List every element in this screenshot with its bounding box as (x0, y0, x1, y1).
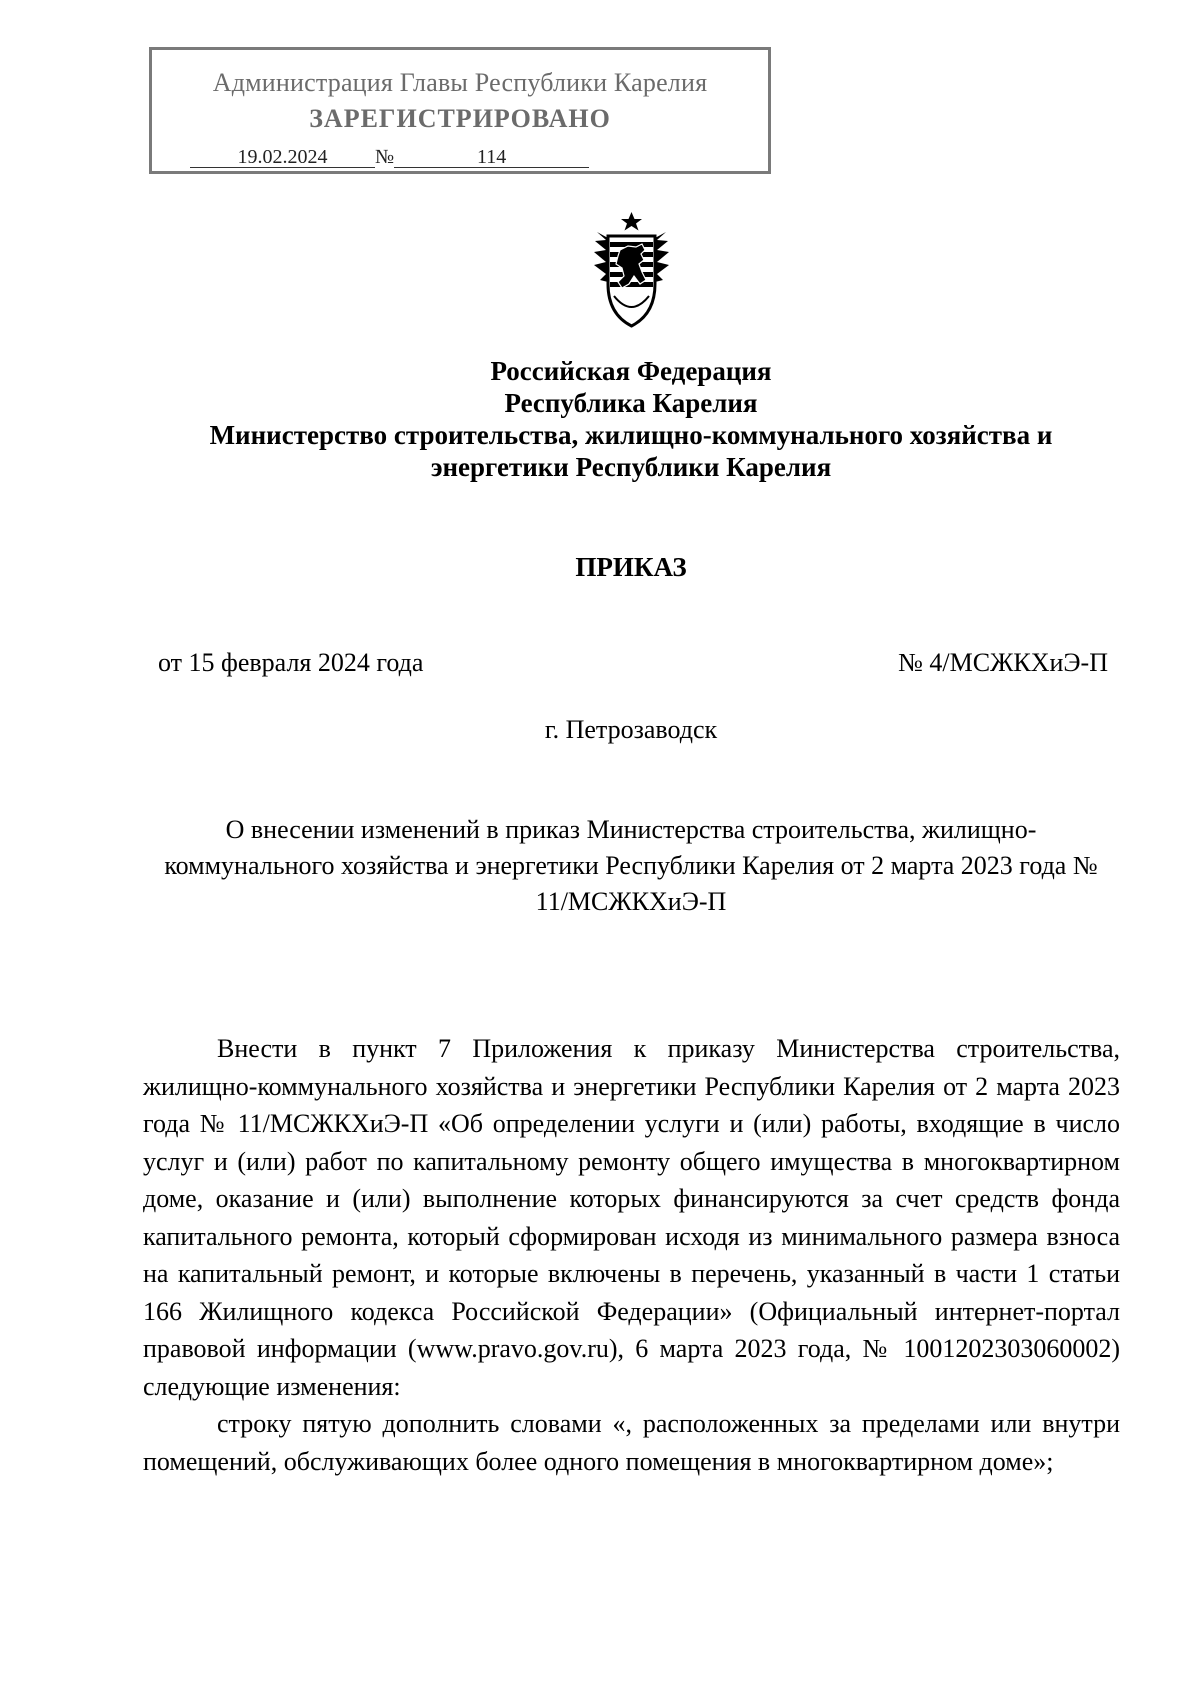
stamp-registration-line (190, 146, 589, 169)
order-subject: О внесении изменений в приказ Министерства строительства, жилищно-коммунального хозяйства и энергетики Республики Карелия от 2 марта 2023 года № 11/МСЖКХиЭ-П (164, 815, 1098, 916)
header-republic: Республика Карелия (504, 388, 758, 418)
header-federation: Российская Федерация (490, 356, 772, 386)
document-header (150, 355, 1112, 483)
stamp-date: 19.02.2024 (190, 147, 375, 168)
document-title: ПРИКАЗ (575, 552, 687, 582)
paragraph-main: Внести в пункт 7 Приложения к приказу Министерства строительства, жилищно-коммунального хозяйства и энергетики Республики Карелия от 2 марта 2023 года № 11/МСЖКХиЭ-П «Об определении услуги и (или) работы, входящие в число услуг и (или) работ по капитальному ремонту общего имущества в многоквартирном доме, оказание и (или) выполнение которых финансируются за счет средств фонда капитального ремонта, который сформирован исходя из минимального размера взноса на капитальный ремонт, и которые включены в перечень, указанный в части 1 статьи 166 Жилищного кодекса Российской Федерации» (Официальный интернет-портал правовой информации (www.pravo.gov.ru), 6 марта 2023 года, № 1001202303060002) следующие изменения: (143, 1034, 1120, 1401)
stamp-number-sign: № (375, 146, 395, 168)
stamp-authority: Администрация Главы Республики Карелия (212, 68, 708, 97)
stamp-number: 114 (394, 147, 589, 168)
order-body (143, 1030, 1120, 1480)
stamp-registered: ЗАРЕГИСТРИРОВАНО (309, 104, 611, 133)
header-ministry-line2: энергетики Республики Карелия (430, 452, 832, 482)
header-ministry-line1: Министерство строительства, жилищно-коммунального хозяйства и (209, 420, 1053, 450)
order-number: № 4/МСЖКХиЭ-П (898, 648, 1108, 677)
order-date: от 15 февраля 2024 года (158, 648, 424, 677)
order-city: г. Петрозаводск (544, 715, 718, 744)
registration-stamp (149, 47, 771, 174)
karelia-coat-of-arms-icon (584, 210, 679, 330)
paragraph-amendment: строку пятую дополнить словами «, расположенных за пределами или внутри помещений, обслуживающих более одного помещения в многоквартирном доме»; (143, 1409, 1120, 1476)
